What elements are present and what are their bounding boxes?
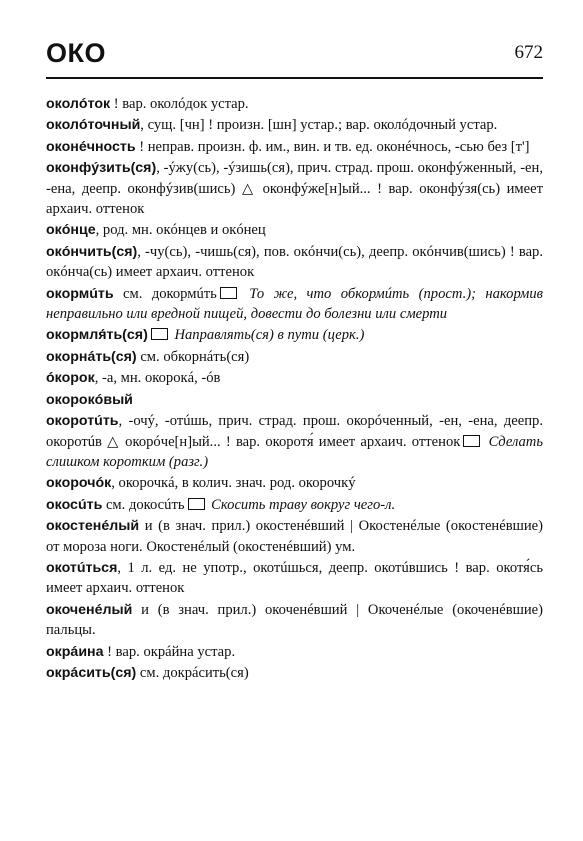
- dictionary-entry: [46, 516, 543, 557]
- entry-body: ! вар. окрáйна устар.: [103, 643, 236, 660]
- entry-body: см. докосúть: [102, 496, 185, 513]
- entry-headword: окрáсить(ся): [46, 664, 137, 681]
- entry-body: ! вар. околóдок устар.: [110, 96, 249, 112]
- dictionary-entry: [46, 158, 543, 219]
- meaning-box-icon: [188, 498, 205, 510]
- entry-body: , -чу(сь), -чишь(ся), пов. окóнчи(сь), деепр. окóнчив(шись) ! вар. окóнча(сь) имеет архаич. оттенок: [46, 243, 543, 281]
- entry-definition: Скосить траву вокруг чего-л.: [207, 496, 396, 513]
- dictionary-entry: [46, 390, 543, 410]
- entry-headword: оконéчность: [46, 138, 136, 155]
- entry-definition: Направлять(ся) в пути (церк.): [170, 327, 365, 344]
- entry-definition: Сделать слишком коротким (разг.): [46, 433, 543, 470]
- entry-body: , сущ. [чн] ! произн. [шн] устар.; вар. околóдочный устар.: [140, 117, 498, 134]
- meaning-box-icon: [463, 435, 480, 447]
- entry-body: см. обкорнáть(ся): [136, 348, 250, 365]
- dictionary-entry: [46, 368, 543, 388]
- entry-headword: оконфýзить(ся): [46, 160, 157, 177]
- entry-headword: окорнáть(ся): [46, 348, 137, 365]
- entry-body: см. докрáсить(ся): [136, 664, 249, 681]
- meaning-box-icon: [151, 328, 168, 340]
- dictionary-entry: [46, 600, 543, 641]
- entry-headword: окóнце: [46, 222, 96, 239]
- header-rule: [46, 77, 543, 79]
- entry-headword: окрáина: [46, 643, 104, 660]
- entry-body: см. докормúть: [113, 285, 217, 302]
- entry-headword: óкорок: [46, 370, 95, 387]
- dictionary-entry: [46, 115, 543, 135]
- entry-body: и (в знач. прил.) окоченéвший | Окоченéлые (окоченéвшие) пальцы.: [46, 601, 543, 639]
- entry-headword: окостенéлый: [46, 518, 140, 535]
- dictionary-entries: [46, 94, 543, 684]
- entry-body: , -ýжу(сь), -ýзишь(ся), прич. страд. прош. оконфýженный, -ен, -ена, деепр. оконфýзив(шись) △ оконфýже[н]ый... ! вар. оконфýзя(сь) имеет архаич. оттенок: [46, 160, 543, 218]
- dictionary-entry: [46, 347, 543, 367]
- entry-headword: околóток: [46, 96, 111, 112]
- entry-body: ! неправ. произн. ф. им., вин. и тв. ед. оконéчнось, -сью без [т']: [135, 138, 530, 155]
- entry-headword: окосúть: [46, 496, 103, 513]
- entry-headword: окорокóвый: [46, 391, 133, 408]
- entry-body: , -очý, -отúшь, прич. страд. прош. окорóченный, -ен, -ена, деепр. окоротúв △ окорóче[н]ый... ! вар. окоротя́ имеет архаич. оттенок: [46, 413, 543, 450]
- entry-headword: окормля́ть(ся): [46, 327, 148, 344]
- entry-headword: окóнчить(ся): [46, 243, 138, 260]
- dictionary-entry: [46, 242, 543, 283]
- page-header: [46, 38, 543, 72]
- dictionary-entry: [46, 284, 543, 325]
- entry-body: , -а, мн. окорокá, -óв: [94, 370, 221, 387]
- dictionary-entry: [46, 473, 543, 493]
- dictionary-entry: [46, 411, 543, 472]
- entry-body: , 1 л. ед. не употр., окотúшься, деепр. окотúвшись ! вар. окотя́сь имеет архаич. оттенок: [46, 559, 543, 597]
- entry-body: , окорочкá, в колич. знач. род. окорочкý: [111, 475, 356, 492]
- dictionary-entry: [46, 94, 543, 114]
- page-number: 672: [514, 42, 543, 63]
- entry-definition: То же, что обкормúть (прост.); накормив неправильно или вредной пищей, довести до болезни или смерти: [46, 285, 543, 323]
- meaning-box-icon: [220, 287, 237, 299]
- dictionary-entry: [46, 137, 543, 157]
- entry-body: , род. мн. окóнцев и окóнец: [95, 222, 266, 239]
- entry-headword: окоченéлый: [46, 601, 133, 618]
- dictionary-entry: [46, 642, 543, 662]
- entry-headword: околóточный: [46, 117, 141, 134]
- entry-body: и (в знач. прил.) окостенéвший | Окостенéлые (окостенéвшие) от мороза ноги. Окостенéлый (окостенéвший) ум.: [46, 518, 543, 555]
- entry-headword: окоротúть: [46, 413, 119, 430]
- running-head-word: ОКО: [46, 38, 106, 68]
- dictionary-entry: [46, 663, 543, 683]
- dictionary-entry: [46, 220, 543, 240]
- entry-headword: окотúться: [46, 559, 118, 576]
- dictionary-entry: [46, 558, 543, 599]
- dictionary-entry: [46, 495, 543, 515]
- entry-headword: окормúть: [46, 285, 114, 302]
- entry-headword: окорочóк: [46, 475, 112, 492]
- dictionary-entry: [46, 325, 543, 345]
